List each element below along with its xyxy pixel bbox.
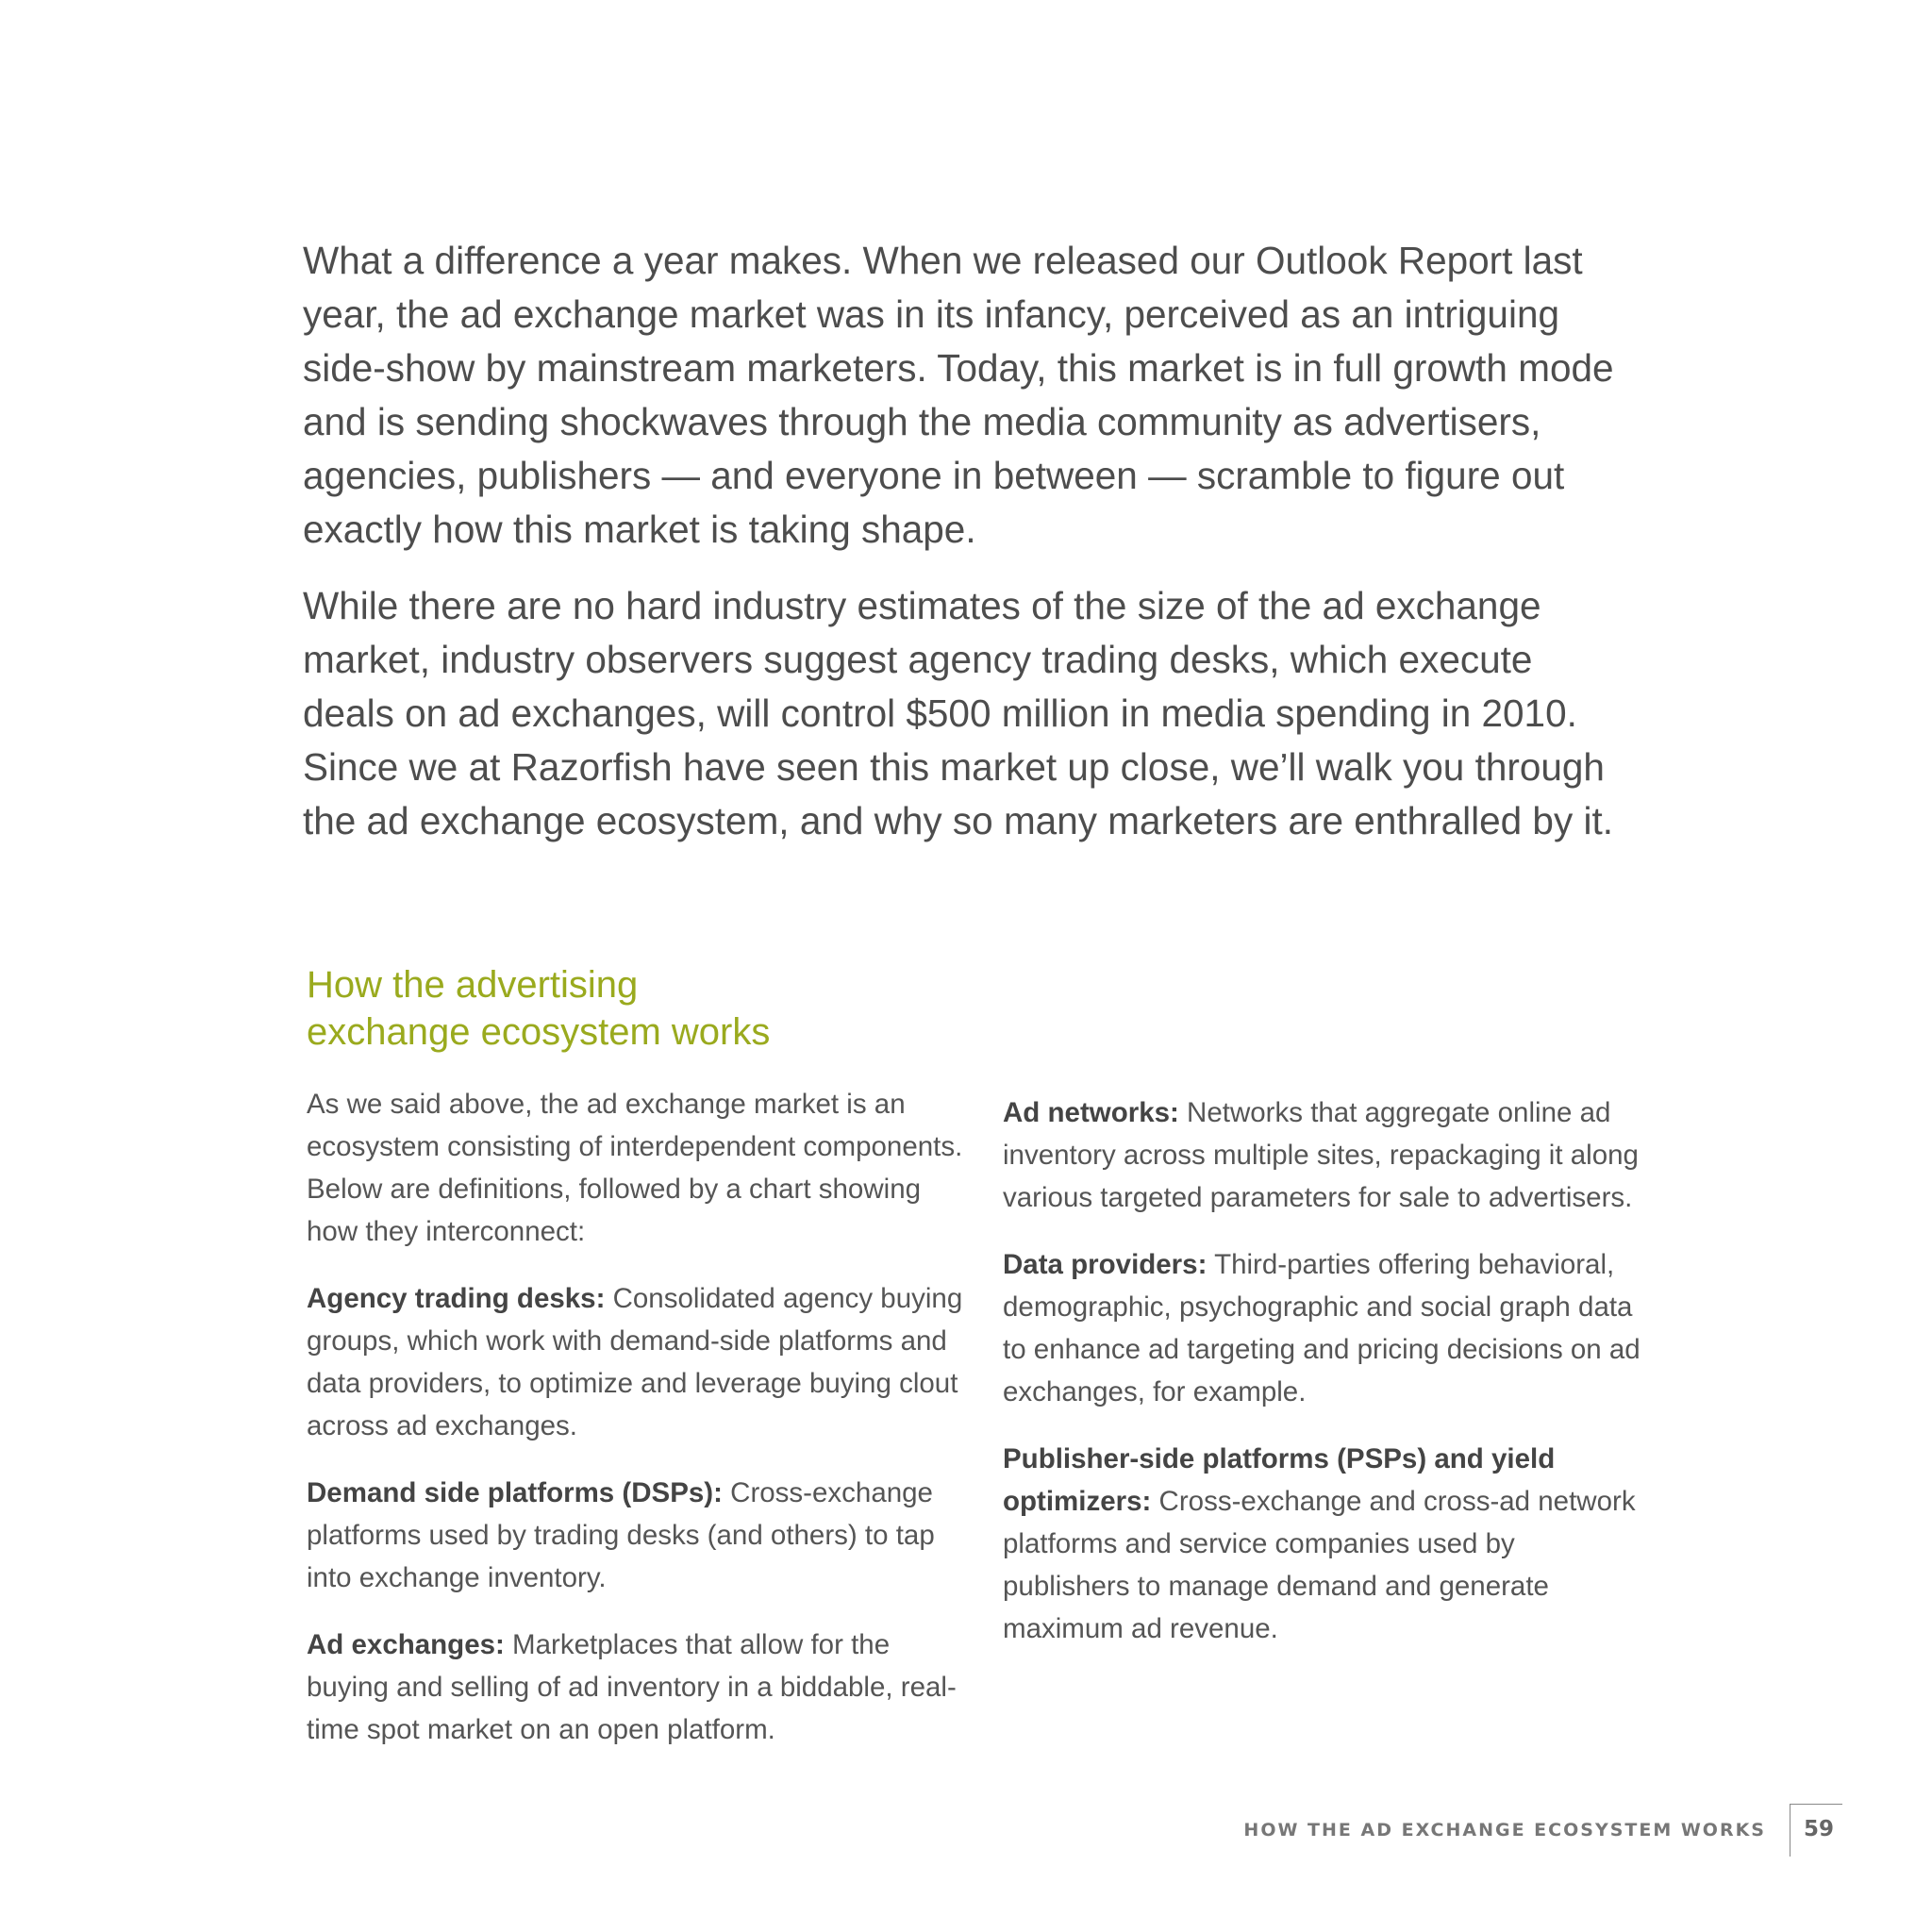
definition-term: Publisher-side platforms (PSPs) and yield optimizers: [1003,1443,1556,1517]
definition-ad-networks [1003,1091,1644,1219]
definition-term: Agency trading desks: [307,1283,606,1314]
definition-text: Third-parties offering behavioral, demographic, psychographic and social graph data to enhance ad targeting and pricing decisions on ad exchanges, for example. [1003,1249,1641,1407]
section-heading-line: exchange ecosystem works [307,1011,771,1053]
intro-paragraph: What a difference a year makes. When we released our Outlook Report last year, the ad exchange market was in its infancy, perceived as an intriguing side-show by mainstream marketers. Today, this market is in full growth mode and is sending shockwaves through the media community as advertisers, agencies, publishers — and everyone in between — scramble to figure out exactly how this market is taking shape. [303,239,1614,551]
definition-term: Ad networks: [1003,1097,1179,1128]
lead-paragraph: As we said above, the ad exchange market is an ecosystem consisting of interdependent components. Below are definitions, followed by a chart showing how they interconnect: [307,1089,963,1247]
page-number-divider-top [1790,1804,1842,1805]
definition-agency-trading-desks [307,1277,967,1447]
definition-text: Networks that aggregate online ad inventory across multiple sites, repackaging it along various targeted parameters for sale to advertisers. [1003,1097,1639,1213]
definition-text: Cross-exchange and cross-ad network platforms and service companies used by publishers to manage demand and generate maximum ad revenue. [1003,1486,1636,1644]
definition-ad-exchanges [307,1624,967,1751]
page-number: 59 [1804,1817,1835,1841]
intro-text [303,234,1624,871]
section-heading [307,961,967,1056]
definition-text: Cross-exchange platforms used by trading desks (and others) to tap into exchange inventory. [307,1477,935,1593]
definition-data-providers [1003,1243,1644,1413]
definition-term: Data providers: [1003,1249,1208,1280]
definition-text: Marketplaces that allow for the buying and selling of ad inventory in a biddable, real-time spot market on an open platform. [307,1629,957,1745]
right-column [1003,1091,1644,1674]
definition-demand-side-platforms [307,1472,967,1599]
definition-text: Consolidated agency buying groups, which work with demand-side platforms and data providers, to optimize and leverage buying clout across ad exchanges. [307,1283,963,1441]
definition-term: Demand side platforms (DSPs): [307,1477,723,1508]
left-column [307,1083,967,1775]
running-footer-section-label: HOW THE AD EXCHANGE ECOSYSTEM WORKS [1243,1820,1766,1840]
definition-term: Ad exchanges: [307,1629,505,1660]
definition-publisher-side-platforms [1003,1438,1644,1650]
section-heading-line: How the advertising [307,964,639,1006]
intro-paragraph: While there are no hard industry estimates of the size of the ad exchange market, industry observers suggest agency trading desks, which execute deals on ad exchanges, will control $500 million in media spending in 2010. Since we at Razorfish have seen this market up close, we’ll walk you through the ad exchange ecosystem, and why so many marketers are enthralled by it. [303,584,1613,842]
